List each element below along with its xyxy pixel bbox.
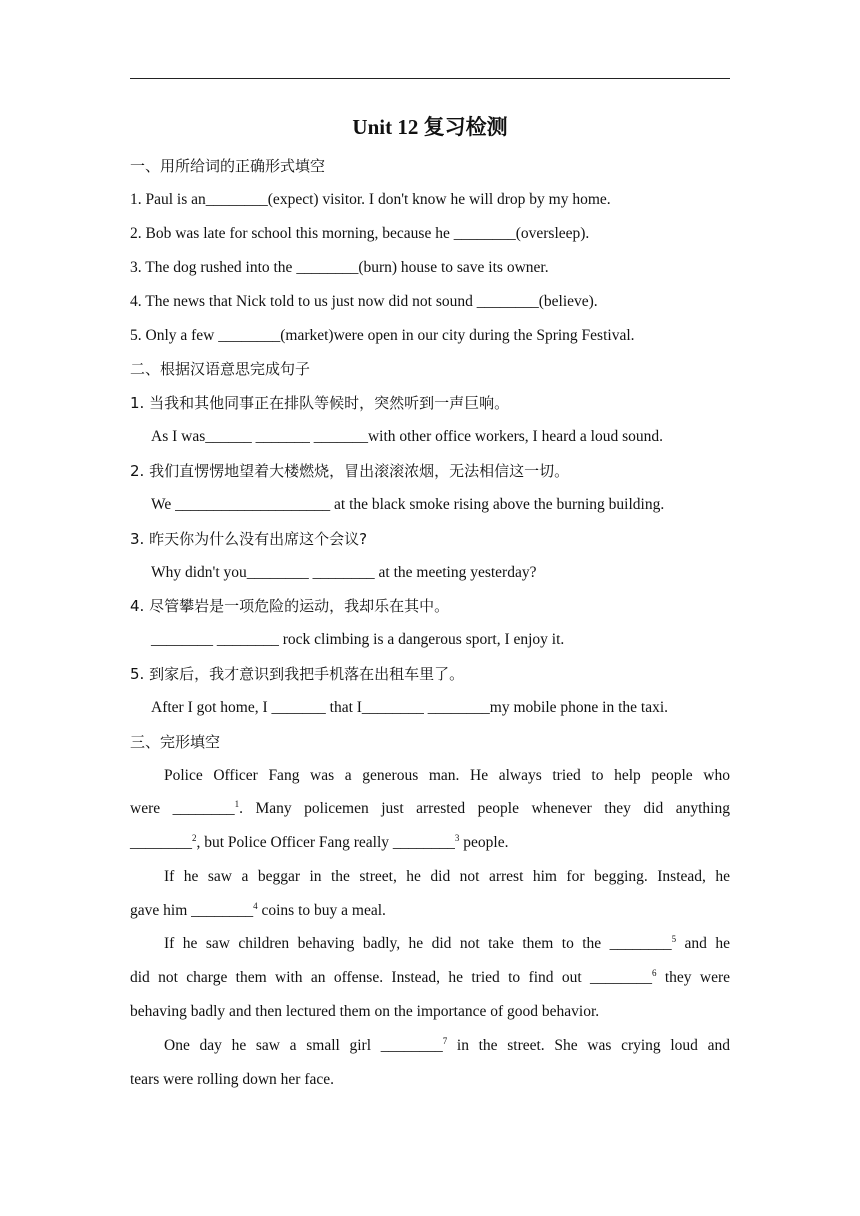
s2-question-2-cn: 2. 我们直愣愣地望着大楼燃烧，冒出滚滚浓烟，无法相信这一切。 <box>130 462 570 480</box>
blank-number: 3 <box>454 833 460 843</box>
blank-number: 7 <box>442 1036 448 1046</box>
blank-number: 4 <box>253 901 258 911</box>
s2-question-5-en: After I got home, I _______ that I________ ________my mobile phone in the taxi. <box>151 699 669 716</box>
blank-number: 1 <box>234 799 240 809</box>
s2-question-2-en: We ____________________ at the black smoke rising above the burning building. <box>151 496 665 513</box>
section3-heading: 三、完形填空 <box>130 733 221 751</box>
page-title: Unit 12 复习检测 <box>352 115 508 139</box>
section2-heading: 二、根据汉语意思完成句子 <box>130 360 311 378</box>
cloze-p4-line1: One day he saw a small girl ________$^7$ in the street. She was crying loud and <box>164 1036 730 1054</box>
cloze-p1-line1: Police Officer Fang was a generous man. He always tried to help people who <box>164 767 730 784</box>
header-rule <box>130 78 730 79</box>
blank-number: 2 <box>192 833 197 843</box>
section1-heading: 一、用所给词的正确形式填空 <box>130 157 326 175</box>
s2-question-1-cn: 1. 当我和其他同事正在排队等候时，突然听到一声巨响。 <box>130 394 510 412</box>
s2-question-3-cn: 3. 昨天你为什么没有出席这个会议? <box>130 530 368 548</box>
s2-question-5-cn: 5. 到家后，我才意识到我把手机落在出租车里了。 <box>130 665 465 683</box>
s1-question-3: 3. The dog rushed into the ________(burn) house to save its owner. <box>130 259 549 276</box>
s2-question-1-en: As I was______ _______ _______with other office workers, I heard a loud sound. <box>151 428 663 445</box>
cloze-p4-line2: tears were rolling down her face. <box>130 1071 334 1088</box>
cloze-p3-line1: If he saw children behaving badly, he did not take them to the ________$^5$ and he <box>164 934 730 952</box>
cloze-p1-line3: ________$^2$, but Police Officer Fang really ________$^3$ people. <box>130 833 509 851</box>
blank-number: 5 <box>671 934 677 944</box>
cloze-p3-line2: did not charge them with an offense. Instead, he tried to find out ________$^6$ they were <box>130 968 730 986</box>
blank-number: 6 <box>652 968 657 978</box>
cloze-p2-line2: gave him ________$^4$ coins to buy a meal. <box>130 901 386 919</box>
s1-question-5: 5. Only a few ________(market)were open in our city during the Spring Festival. <box>130 327 635 344</box>
s1-question-2: 2. Bob was late for school this morning, because he ________(oversleep). <box>130 225 590 242</box>
s2-question-4-cn: 4. 尽管攀岩是一项危险的运动，我却乐在其中。 <box>130 597 450 615</box>
s2-question-3-en: Why didn't you________ ________ at the meeting yesterday? <box>151 564 537 581</box>
cloze-p1-line2: were ________$^1$. Many policemen just arrested people whenever they did anything <box>130 799 730 817</box>
s1-question-1: 1. Paul is an________(expect) visitor. I don't know he will drop by my home. <box>130 191 611 208</box>
cloze-p2-line1: If he saw a beggar in the street, he did not arrest him for begging. Instead, he <box>164 868 730 885</box>
s2-question-4-en: ________ ________ rock climbing is a dangerous sport, I enjoy it. <box>151 631 565 648</box>
s1-question-4: 4. The news that Nick told to us just now did not sound ________(believe). <box>130 293 598 310</box>
cloze-p3-line3: behaving badly and then lectured them on the importance of good behavior. <box>130 1003 600 1020</box>
